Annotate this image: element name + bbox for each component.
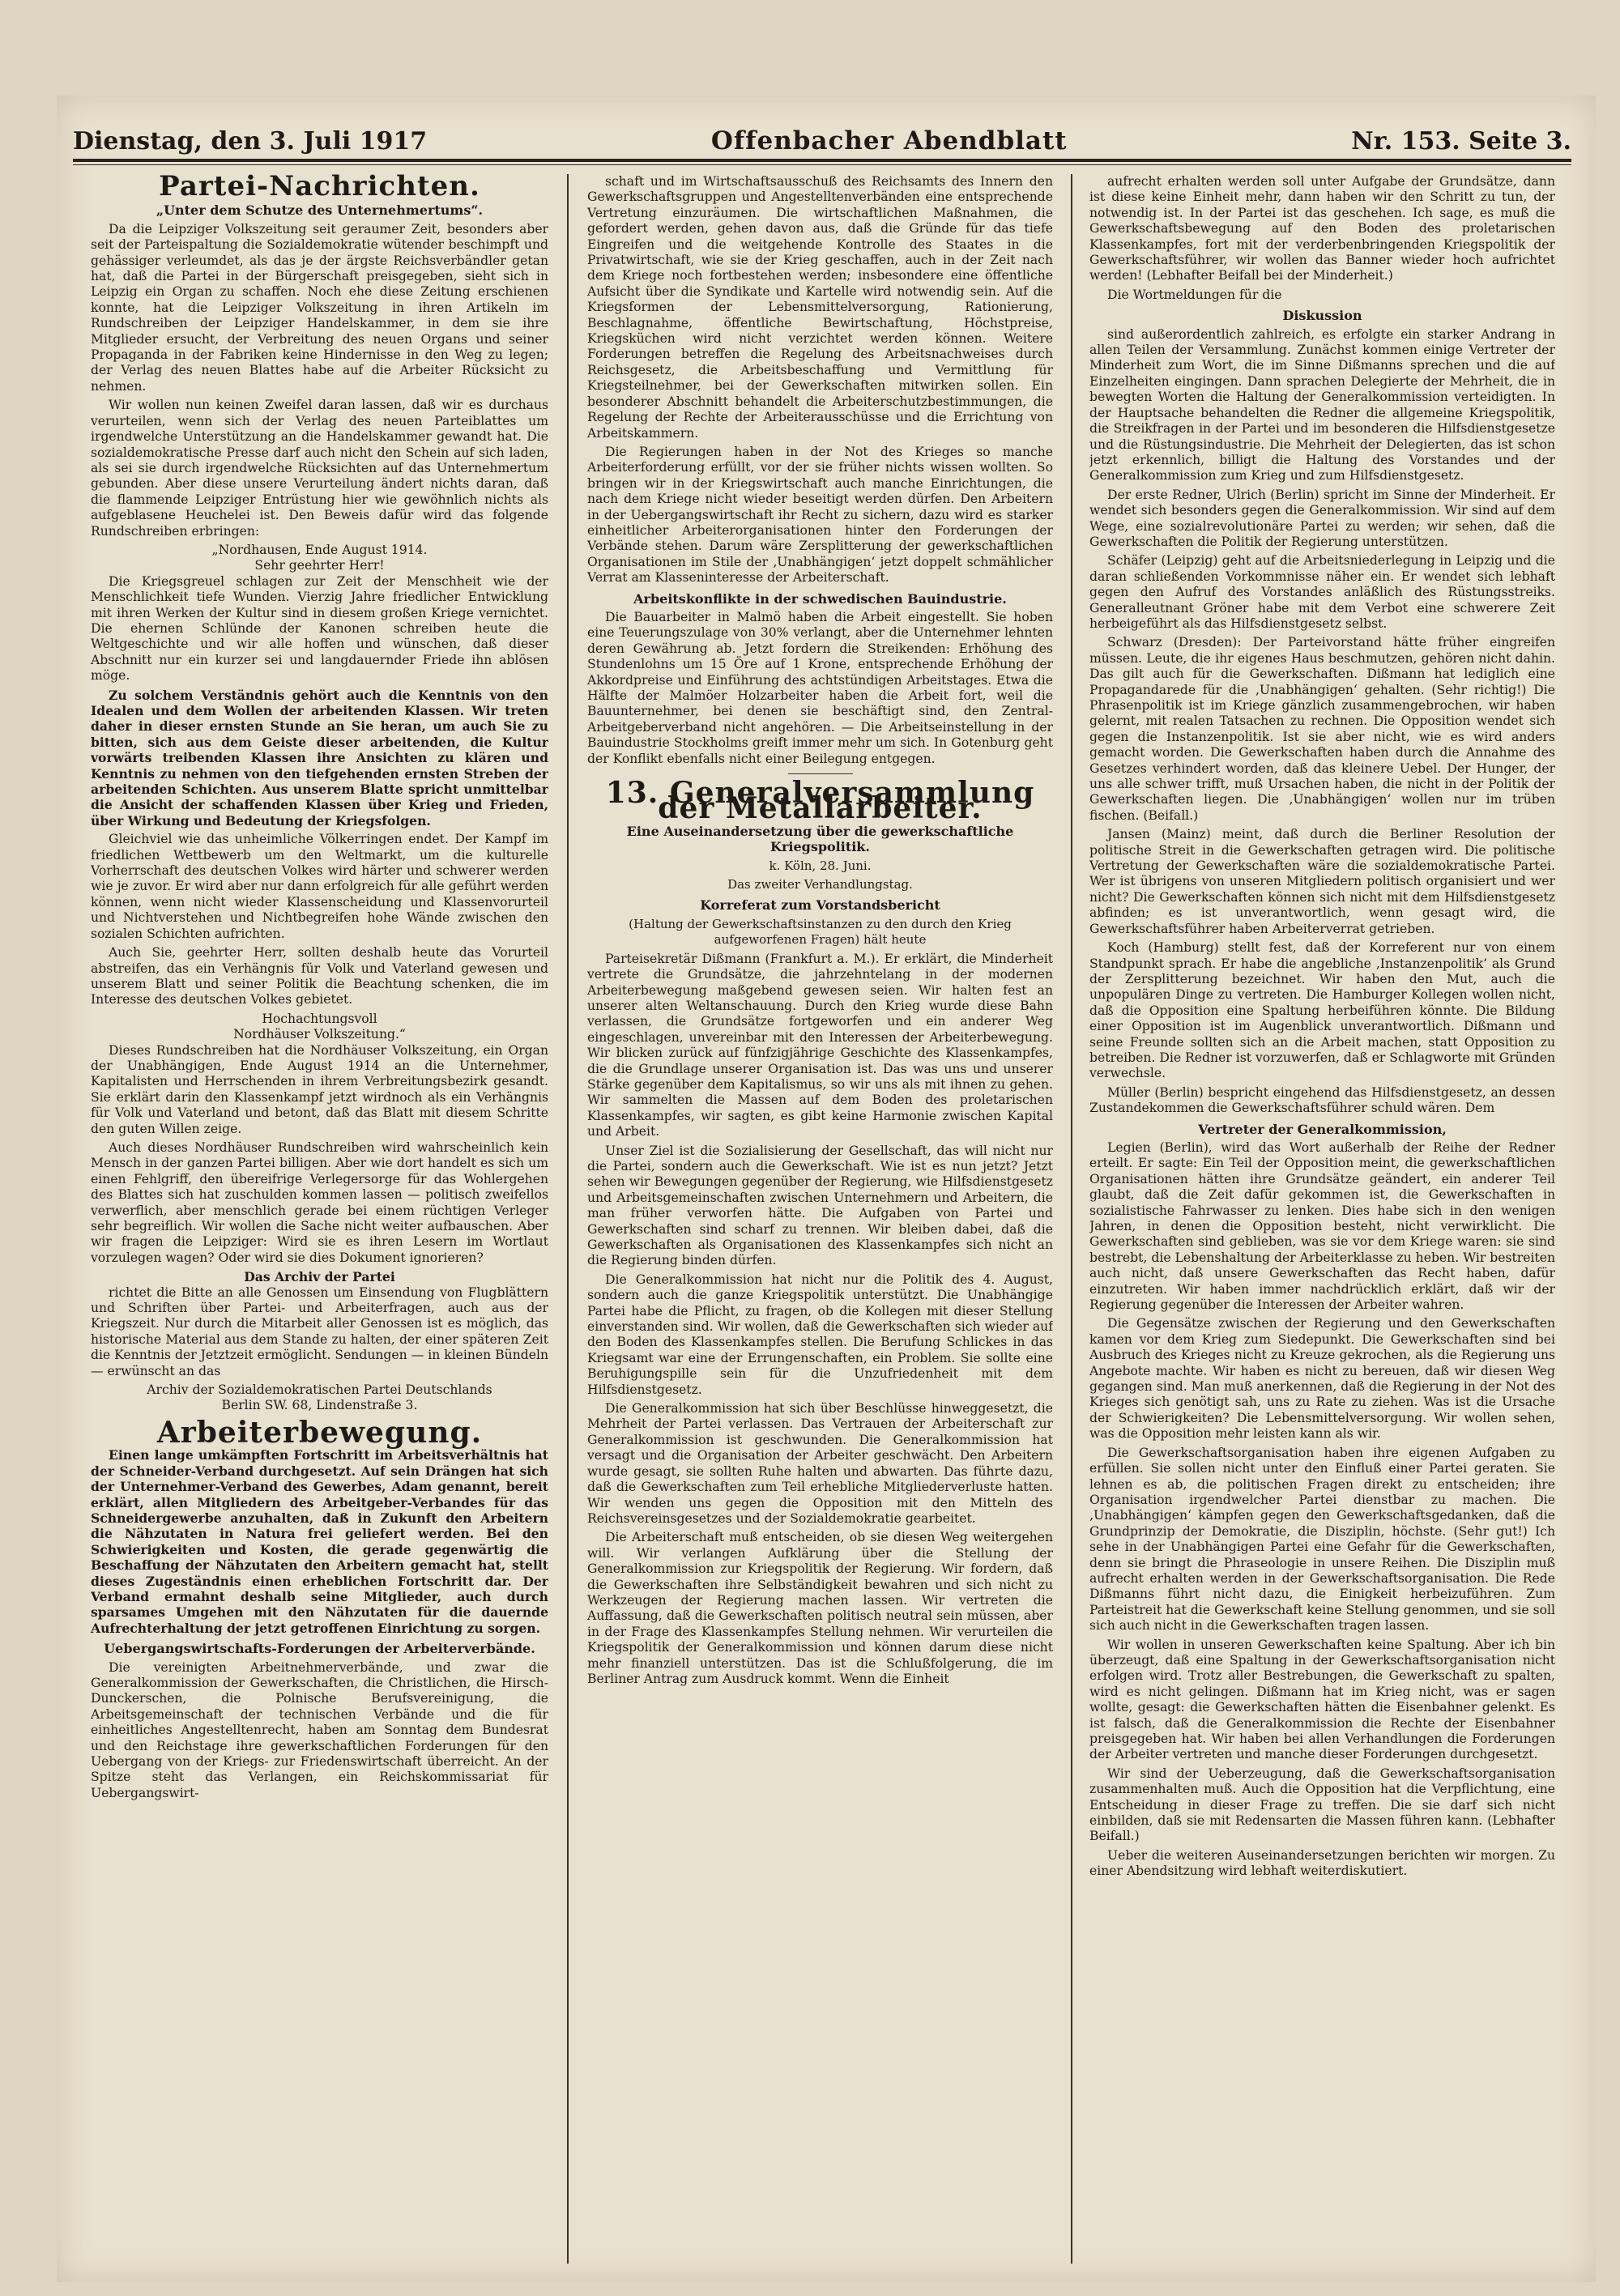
paragraph: Jansen (Mainz) meint, daß durch die Berliner Resolution der politische Streit in die Gewerkschaften getragen wird. Die politische Vertretung der Gewerkschaften wäre die sozialdemokratische Partei. Wer ist übrigens von unseren Mitgliedern politisch organisiert und wer nicht? Die Gewerkschaften können sich nicht mit dem Hilfsdienstgesetz abfinden; es ist unverantwortlich, wenn gesagt wird, die Gewerkschaftsführer haben Arbeiterverrat getrieben. xyxy=(1089,827,1555,936)
masthead-rule xyxy=(73,159,1571,162)
paragraph: Die Arbeiterschaft muß entscheiden, ob sie diesen Weg weitergehen will. Wir verlangen Aufklärung über die Stellung der Generalkommission zur Kriegspolitik der Regierung. Wir fordern, daß die Gewerkschaften ihre Selbständigkeit bewahren und sich nicht zu Werkzeugen der Regierung machen lassen. Wir vertreten die Auffassung, daß die Gewerkschaften politisch neutral sein müssen, aber in der Frage des Klassenkampfes Stellung nehmen. Wir verurteilen die Kriegspolitik der Generalkommission und können darum diese nicht mehr finanziell unterstützen. Das ist die Schlußfolgerung, die im Berliner Antrag zum Ausdruck kommt. Wenn die Einheit xyxy=(587,1530,1053,1686)
paragraph: Die Generalkommission hat nicht nur die Politik des 4. August, sondern auch die ganze Kriegspolitik unterstützt. Die Unabhängige Partei habe die Pflicht, zu fragen, ob die Kollegen mit dieser Stellung einverstanden sind. Wir wollen, daß die Gewerkschaften sich wieder auf den Boden des Klassenkampfes stellen. Die Berufung Schlickes in das Kriegsamt war eine der Errungenschaften, ein Problem. Sie sollte eine Beruhigungspille sein für die Unzufriedenheit mit dem Hilfsdienstgesetz. xyxy=(587,1272,1053,1397)
column-3 xyxy=(1089,174,1555,2268)
section-heading-labor-movement: Arbeiterbewegung. xyxy=(156,1415,483,1450)
column-divider-1 xyxy=(567,174,569,2264)
paragraph: Die Gewerkschaftsorganisation haben ihre eigenen Aufgaben zu erfüllen. Sie sollen nicht unter den Einfluß einer Partei geraten. Sie lehnen es ab, die politischen Fragen direkt zu entscheiden; ihre Organisation irgendwelcher Partei dienstbar zu machen. Die ‚Unabhängigen‘ kämpfen gegen den Gewerkschaftsgedanken, daß die Grundprinzip der Demokratie, die Disziplin, höchste. (Sehr gut!) Ich sehe in der Unabhängigen Partei eine Gefahr für die Gewerkschaften, denn sie bringt die Phraseologie in unsere Reihen. Die Disziplin muß aufrecht erhalten werden in der Gewerkschaftsorganisation. Die Rede Dißmanns führt nicht dazu, die Einigkeit herbeizuführen. Zum Parteistreit hat die Gewerkschaft keine Stellung genommen, und sie soll sich auch nicht in die Gewerkschaften tragen lassen. xyxy=(1089,1445,1555,1634)
paragraph: Wir sind der Ueberzeugung, daß die Gewerkschaftsorganisation zusammenhalten muß. Auch die Opposition hat die Verpflichtung, eine Entscheidung in dieser Frage zu treffen. Die sie darf sich nicht einbilden, daß sie mit Redensarten die Massen führen kann. (Lebhafter Beifall.) xyxy=(1089,1766,1555,1844)
section-heading-party-news: Partei-Nachrichten. xyxy=(159,174,480,202)
paragraph: Der erste Redner, Ulrich (Berlin) spricht im Sinne der Minderheit. Er wendet sich besonders gegen die Generalkommission. Wir sind auf dem Wege, eine sozialrevolutionäre Partei zu werden; wir sehen, daß die Gewerkschaften die Politik der Regierung unterstützen. xyxy=(1089,487,1555,549)
letter-salutation: Sehr geehrter Herr! xyxy=(254,558,385,573)
article-subheading: Korreferat zum Vorstandsbericht xyxy=(700,897,940,914)
paragraph: Parteisekretär Dißmann (Frankfurt a. M.). Er erklärt, die Minderheit vertrete die Grundsätze, die jahrzehntelang in der modernen Arbeiterbewegung maßgebend gewesen seien. Wir halten fest an unserer alten Weltanschauung. Durch den Krieg wurde diese Bahn verlassen, die Grundsätze fortgeworfen und ein anderer Weg eingeschlagen, unvereinbar mit den Interessen der Arbeiterbewegung. Wir blicken zurück auf fünfzigjährige Geschichte des Klassenkampfes, die die Grundlage unserer Organisation ist. Das was uns und unserer Stärke gegenüber dem Kapitalismus, so wir uns als mit ihnen zu gehen. Wir sammelten die Massen auf dem Boden des proletarischen Klassenkampfes, wir sagten, es gibt keine Harmonie zwischen Kapital und Arbeit. xyxy=(587,951,1053,1139)
letter-signature: Nordhäuser Volkszeitung.“ xyxy=(233,1027,406,1042)
paragraph: Müller (Berlin) bespricht eingehend das Hilfsdienstgesetz, an dessen Zustandekommen die Gewerkschaftsführer schuld wären. Dem xyxy=(1089,1084,1555,1116)
paragraph: Die Bauarbeiter in Malmö haben die Arbeit eingestellt. Sie hoben eine Teuerungszulage von 30% verlangt, aber die Unternehmer lehnten deren Gewährung ab. Jetzt fordern die Streikenden: Erhöhung des Stundenlohns um 15 Öre auf 1 Krone, entsprechende Erhöhung der Akkordpreise und Einführung des achtstündigen Arbeitstages. Etwa die Hälfte der Malmöer Holzarbeiter haben die Arbeit fort, weil die Bauunternehmer, bei denen sie beschäftigt sind, den Zentral-Arbeitgeberverband nicht angehören. — Die Arbeitseinstellung in der Bauindustrie Stockholms greift immer mehr um sich. In Gotenburg geht der Konflikt ebenfalls nicht einer Beilegung entgegen. xyxy=(587,609,1053,766)
paragraph: Unser Ziel ist die Sozialisierung der Gesellschaft, das will nicht nur die Partei, sondern auch die Gewerkschaft. Wie ist es nun jetzt? Jetzt sehen wir Bewegungen gegenüber der Regierung, wie Hilfsdienstgesetz und Arbeitsgemeinschaften zwischen Unternehmern und Arbeitern, die man früher verworfen hätte. Die Aufgaben von Partei und Gewerkschaften sind scharf zu trennen. Wir bleiben dabei, daß die Gewerkschaften als Organisationen des Klassenkampfes sich nicht an die Regierung binden dürfen. xyxy=(587,1143,1053,1268)
paragraph: Die Gegensätze zwischen der Regierung und den Gewerkschaften kamen vor dem Krieg zum Siedepunkt. Die Gewerkschaften sind bei Ausbruch des Krieges nicht zu Kreuze gekrochen, als die Regierung uns Angebote machte. Wir haben es nicht zu bereuen, daß wir diesen Weg gegangen sind. Man muß anerkennen, daß die Regierung in der Not des Krieges sich genötigt sah, uns zu Rate zu ziehen. Was ist die Ursache der Schwierigkeiten? Die Lebensmittelversorgung. Wir wollen sehen, was die Opposition mehr leisten kann als wir. xyxy=(1089,1316,1555,1442)
newspaper-title: Offenbacher Abendblatt xyxy=(710,126,1068,155)
article-subheading: Uebergangswirtschafts-Forderungen der Arbeiterverbände. xyxy=(104,1641,535,1657)
paragraph: schaft und im Wirtschaftsausschuß des Reichsamts des Innern den Gewerkschaftsgruppen und Angestelltenverbänden eine entsprechende Vertretung einzuräumen. Die wirtschaftlichen Maßnahmen, die gefordert werden, gehen davon aus, daß die Gründe für das tiefe Eingreifen und die weitgehende Kontrolle des Staates in die Privatwirtschaft, wie sie der Krieg geschaffen, auch in der Zeit nach dem Kriege noch fortbestehen werden; insbesondere eine öffentliche Aufsicht über die Syndikate und Kartelle wird notwendig sein. Auf die Kriegsformen der Lebensmittelversorgung, Rationierung, Beschlagnahme, öffentliche Bewirtschaftung, Höchstpreise, Kriegsküchen wird nicht verzichtet werden können. Weitere Forderungen betreffen die Regelung des Arbeitsnachweises durch Reichsgesetz, die Arbeitsbeschaffung und Vermittlung für Kriegsteilnehmer, bei der Gewerkschaften mitwirken sollen. Ein besonderer Abschnitt behandelt die Arbeiterschutzbestimmungen, die Regelung der Rechte der Arbeiterausschüsse und die Errichtung von Arbeitskammern. xyxy=(587,174,1053,441)
address-line: Berlin SW. 68, Lindenstraße 3. xyxy=(221,1398,418,1413)
paragraph: Die Wortmeldungen für die xyxy=(1107,287,1282,302)
paragraph: Ueber die weiteren Auseinandersetzungen berichten wir morgen. Zu einer Abendsitzung wird lebhaft weiterdiskutiert. xyxy=(1089,1847,1555,1879)
paragraph: Zu solchem Verständnis gehört auch die Kenntnis von den Idealen und dem Wollen der arbeitenden Klassen. Wir treten daher in dieser ernsten Stunde an Sie heran, um auch Sie zu bitten, sich aus dem Geiste dieser arbeitenden, die Kultur vorwärts treibenden Klassen ihre Ansichten zu klären und Kenntnis zu nehmen von den tiefgehenden ernsten Streben der arbeitenden Schichten. Aus unserem Blatte spricht unmittelbar die Ansicht der schaffenden Klassen über Krieg und Frieden, über Wirkung und Bedeutung der Kriegsfolgen. xyxy=(91,687,548,829)
paragraph: Wir wollen in unseren Gewerkschaften keine Spaltung. Aber ich bin überzeugt, daß eine Spaltung in der Gewerkschaftsorganisation nicht erfolgen wird. Trotz aller Bestrebungen, die Gewerkschaft zu spalten, wird es nicht gelingen. Dißmann hat im Krieg nicht, was er sagen wollte, gesagt: die Gewerkschaften hätten die Eisenbahner gelenkt. Es ist falsch, daß die Generalkommission die Rechte der Eisenbahner preisgegeben hat. Wir haben bei allen Verhandlungen die Forderungen der Arbeiter vertreten und manche dieser Forderungen durchgesetzt. xyxy=(1089,1637,1555,1762)
paragraph: Wir wollen nun keinen Zweifel daran lassen, daß wir es durchaus verurteilen, wenn sich der Verlag des neuen Parteiblattes um irgendwelche Unterstützung an die Handelskammer gewandt hat. Die sozialdemokratische Presse darf auch nicht den Schein auf sich laden, als sei sie durch irgendwelche Rücksichten auf das Unternehmertum gebunden. Aber diese unsere Verurteilung ändert nichts daran, daß die flammende Leipziger Entrüstung hier wie gewöhnlich nichts als aufgeblasene Heuchelei ist. Den Beweis dafür wird das folgende Rundschreiben erbringen: xyxy=(91,398,548,539)
paragraph: Gleichviel wie das unheimliche Völkerringen endet. Der Kampf im friedlichen Wettbewerb um den Weltmarkt, um die kulturelle Vorherrschaft des deutschen Volkes wird härter und schwerer werden wie je zuvor. Er wird aber nur dann erfolgreich für alle geführt werden können, wenn nicht wieder Klassenscheidung und Klassenvorurteil und Nichtverstehen und Nichtbegreifen hohe Wände zwischen den sozialen Schichten aufrichten. xyxy=(91,832,548,941)
notice-heading: Das Archiv der Partei xyxy=(244,1269,395,1285)
paragraph: sind außerordentlich zahlreich, es erfolgte ein starker Andrang in allen Teilen der Versammlung. Zunächst kommen einige Vertreter der Minderheit zum Wort, die im Sinne Dißmanns sprechen und die auf Einzelheiten eingingen. Dann sprachen Delegierte der Mehrheit, die in bewegten Worten die Haltung der Generalkommission verteidigten. In der Hauptsache behandelten die Redner die allgemeine Kriegspolitik, die Streikfragen in der Partei und im besonderen die Hilfsdienstgesetze und die Rüstungsindustrie. Die Mehrheit der Delegierten, das ist schon jetzt erkennlich, billigt die Haltung des Vorstandes und der Generalkommission zum Krieg und zum Hilfsdienstgesetz. xyxy=(1089,326,1555,483)
issue-date: Dienstag, den 3. Juli 1917 xyxy=(73,127,428,155)
paragraph: Die Regierungen haben in der Not des Krieges so manche Arbeiterforderung erfüllt, vor der sie früher nichts wissen wollten. So bringen wir in der Kriegswirtschaft auch manche Einrichtungen, die nach dem Kriege nicht wieder beseitigt werden dürfen. Den Arbeitern in der Uebergangswirtschaft ihr Recht zu sichern, dazu wird es starker einheitlicher Arbeiterorganisationen hinter den Forderungen der Verbände stehen. Darum wäre Zersplitterung der gewerkschaftlichen Organisationen im Stile der ‚Unabhängigen‘ jetzt doppelt schmählicher Verrat am Klasseninteresse der Arbeiterschaft. xyxy=(587,444,1053,586)
session-line: Das zweiter Verhandlungstag. xyxy=(727,877,913,892)
paragraph: Auch dieses Nordhäuser Rundschreiben wird wahrscheinlich kein Mensch in der ganzen Partei billigen. Aber wie dort handelt es sich um einen Fehlgriff, den übereifrige Verlegersorge für das Wohlergehen des Blattes sich hat zuschulden kommen lassen — politisch zweifellos verwerflich, aber menschlich gerade bei einem rüchtigen Verleger sehr begreiflich. Wir wollen die Sache nicht weiter aufbauschen. Aber wir fragen die Leipziger: Wird sie es ihren Lesern im Wortlaut vorzulegen wagen? Oder wird sie dies Dokument ignorieren? xyxy=(91,1139,548,1265)
paragraph: richtet die Bitte an alle Genossen um Einsendung von Flugblättern und Schriften über Partei- und Arbeiterfragen, auch aus der Kriegszeit. Nur durch die Mitarbeit aller Genossen ist es möglich, das historische Material aus dem Stande zu halten, der einer späteren Zeit die Kenntnis der Jetztzeit ermöglicht. Sendungen — in kleinen Bündeln — erwünscht an das xyxy=(91,1284,548,1378)
paragraph: Schäfer (Leipzig) geht auf die Arbeitsniederlegung in Leipzig und die daran schließenden Vorkommnisse näher ein. Er wendet sich lebhaft gegen den Aufruf des Vorstandes anläßlich des Rüstungsstreiks. Generalleutnant Gröner habe mit dem Verbot eine schwerere Zeit herbeigeführt als das Hilfsdienstgesetz selbst. xyxy=(1089,553,1555,631)
paragraph: Koch (Hamburg) stellt fest, daß der Korreferent nur von einem Standpunkt sprach. Er habe die angebliche ‚Instanzenpolitik‘ als Grund der Zersplitterung bezeichnet. Wir haben den Mut, auch die unpopulären Dinge zu vertreten. Die Hamburger Kollegen wollen nicht, daß die Opposition eine Spaltung herbeiführen könnte. Die Bildung einer Opposition ist im Augenblick unverantwortlich. Dißmann und seine Freunde sollten sich an die Arbeit machen, statt Opposition zu betreiben. Die Redner ist vorzuwerfen, daß er Schlagworte mit Gründen verwechsle. xyxy=(1089,940,1555,1081)
article-heading-metalworkers: 13. Generalversammlung der Metallarbeiter. xyxy=(605,776,1035,826)
masthead-rule-thin xyxy=(73,164,1571,165)
paragraph: Die Generalkommission hat sich über Beschlüsse hinweggesetzt, die Mehrheit der Partei verlassen. Das Vertrauen der Arbeiterschaft zur Generalkommission ist geschwunden. Die Generalkommission hat versagt und die Organisation der Arbeiter geschwächt. Den Arbeitern wurde gesagt, sie sollten Ruhe halten und abwarten. Das führte dazu, daß die Gewerkschaften zum Teil erhebliche Mitgliederverluste hatten. Wir wenden uns gegen die Opposition mit den Mitteln des Reichsvereinsgesetzes und der Sozialdemokratie gearbeitet. xyxy=(587,1401,1053,1526)
masthead xyxy=(73,120,1571,155)
paragraph: Dieses Rundschreiben hat die Nordhäuser Volkszeitung, ein Organ der Unabhängigen, Ende August 1914 an die Unternehmer, Kapitalisten und Herrschenden in ihrem Verbreitungsbezirk gesandt. Sie erklärt darin den Klassenkampf jetzt wirdnoch als ein Verhängnis für Volk und Vaterland und betont, daß das Blatt mit diesem Schritte den guten Willen zeige. xyxy=(91,1042,548,1136)
paragraph: Legien (Berlin), wird das Wort außerhalb der Reihe der Redner erteilt. Er sagte: Ein Teil der Opposition meint, die gewerkschaftlichen Organisationen hätten ihre Grundsätze geändert, ein anderer Teil glaubt, daß die Zeit dafür gekommen ist, die Gewerkschaften in sozialistische Fahrwasser zu lenken. Dies habe sich in den wenigen Jahren, in denen die Opposition besteht, nicht verwirklicht. Die Gewerkschaften sind geblieben, was sie vor dem Kriege waren: sie sind bestrebt, die Lebenshaltung der Arbeiterklasse zu heben. Wir bestreiten auch nicht, daß unsere Gewerkschaften das Recht haben, dafür einzutreten. Wir haben immer nachdrücklich erklärt, daß wir der Regierung gegenüber die Interessen der Arbeiter wahren. xyxy=(1089,1139,1555,1313)
letter-dateline: „Nordhausen, Ende August 1914. xyxy=(211,542,428,557)
paragraph: Schwarz (Dresden): Der Parteivorstand hätte früher eingreifen müssen. Leute, die ihr eigenes Haus beschmutzen, gehören nicht dahin. Das gilt auch für die Gewerkschaften. Dißmann hat lediglich eine Propagandarede für die ‚Unabhängigen‘ gehalten. (Sehr richtig!) Die Phrasenpolitik ist im Kriege gänzlich zusammengebrochen, wir haben gelernt, mit realen Tatsachen zu rechnen. Die Opposition wendet sich gegen die Instanzenpolitik. Ist sie aber nicht, wie es wird anders gemacht worden. Die Gewerkschaften haben durch die Annahme des Gesetzes verhindert worden, daß das kleinere Uebel. Der Hunger, der uns alle schwer trifft, muß Ursachen haben, die nicht in der Politik der Gewerkschaften liegen. Die ‚Unabhängigen‘ wollen nur im trüben fischen. (Beifall.) xyxy=(1089,635,1555,823)
paragraph: Einen lange umkämpften Fortschritt im Arbeitsverhältnis hat der Schneider-Verband durchgesetzt. Auf sein Drängen hat sich der Unternehmer-Verband des Gewerbes, Adam genannt, bereit erklärt, allen Mitgliedern des Arbeitgeber-Verbandes für das Schneidergewerbe anzuhalten, daß in Zukunft den Arbeitern die Nähzutaten in Natura frei geliefert werden. Bei den Schwierigkeiten und Kosten, die gerade gegenwärtig die Beschaffung der Nähzutaten den Arbeitern gemacht hat, stellt dieses Zugeständnis einen erheblichen Fortschritt dar. Der Verband ermahnt deshalb seine Mitglieder, auch durch sparsames Umgehen mit den Nähzutaten für die dauernde Aufrechterhaltung der jetzt getroffenen Einrichtung zu sorgen. xyxy=(91,1447,548,1636)
article-subheading: Arbeitskonflikte in der schwedischen Bauindustrie. xyxy=(633,590,1007,607)
column-divider-2 xyxy=(1071,174,1072,2264)
issue-number: Nr. 153. Seite 3. xyxy=(1351,127,1571,155)
article-separator xyxy=(788,773,853,774)
address-line: Archiv der Sozialdemokratischen Partei Deutschlands xyxy=(147,1382,492,1398)
paragraph: Da die Leipziger Volkszeitung seit geraumer Zeit, besonders aber seit der Parteispaltung die Sozialdemokratie wütender beschimpft und gehässiger verleumdet, als das je der ärgste Reichsverbändler getan hat, daß die Partei in der Bürgerschaft preisgegeben, sieht sich in Leipzig ein Organ zu schaffen. Noch ehe diese Zeitung erschienen konnte, hat die Leipziger Volkszeitung in ihren Artikeln im Rundschreiben der Leipziger Handelskammer, in dem sie ihre Mitglieder ersucht, der Verbreitung des neuen Organs und seiner Propaganda in der Fabriken keine Hindernisse in den Weg zu legen; der Verlag des neuen Blattes habe auf die Arbeiter Rücksicht zu nehmen. xyxy=(91,221,548,394)
paragraph: Die Kriegsgreuel schlagen zur Zeit der Menschheit wie der Menschlichkeit tiefe Wunden. Vierzig Jahre friedlicher Entwicklung mit ihren Werken der Kultur sind in diesem großen Kriege vernichtet. Die ehernen Schlünde der Kanonen schreiben heute die Weltgeschichte und wir alle hoffen und wünschen, daß dieser Abschnitt nur ein kurzer sei und langdauernder Friede ihn ablösen möge. xyxy=(91,573,548,684)
article-subheading: „Unter dem Schutze des Unternehmertums“. xyxy=(156,202,484,219)
paragraph: Die vereinigten Arbeitnehmerverbände, und zwar die Generalkommission der Gewerkschaften, die Christlichen, die Hirsch-Dunckerschen, die Polnische Berufsvereinigung, die Arbeitsgemeinschaft der technischen Verbände und die für einheitliches Angestelltenrecht, haben am Sonntag dem Bundesrat und den Reichstage ihre gewerkschaftlichen Forderungen für den Uebergang von der Kriegs- zur Friedenswirtschaft überreicht. An der Spitze steht das Verlangen, ein Reichskommissariat für Uebergangswirt- xyxy=(91,1659,548,1800)
paragraph: aufrecht erhalten werden soll unter Aufgabe der Grundsätze, dann ist diese keine Einheit mehr, dann haben wir den Schritt zu tun, der notwendig ist. In der Partei ist das geschehen. Ich sage, es muß die Gewerkschaftsbewegung auf den Boden des proletarischen Klassenkampfes, fort mit der verderbenbringenden Kriegspolitik der Gewerkschaftsführer, wir wollen das Banner wieder hoch aufrichtet werden! (Lebhafter Beifall bei der Minderheit.) xyxy=(1089,174,1555,283)
article-subheading: Eine Auseinandersetzung über die gewerkschaftliche Kriegspolitik. xyxy=(626,823,1014,855)
subheading-note: (Haltung der Gewerkschaftsinstanzen zu den durch den Krieg aufgeworfenen Fragen) hält heute xyxy=(629,916,1012,948)
letter-closing: Hochachtungsvoll xyxy=(262,1011,377,1026)
column-1 xyxy=(91,174,548,2268)
article-subheading: Diskussion xyxy=(1282,308,1362,324)
dateline: k. Köln, 28. Juni. xyxy=(769,858,872,873)
article-subheading: Vertreter der Generalkommission, xyxy=(1198,1121,1447,1137)
paragraph: Auch Sie, geehrter Herr, sollten deshalb heute das Vorurteil abstreifen, das ein Verhängnis für Volk und Vaterland gewesen und unserem Blatt und seiner Politik die Beachtung schenken, die im Interesse des deutschen Volkes gebietet. xyxy=(91,945,548,1007)
column-2 xyxy=(587,174,1053,2268)
